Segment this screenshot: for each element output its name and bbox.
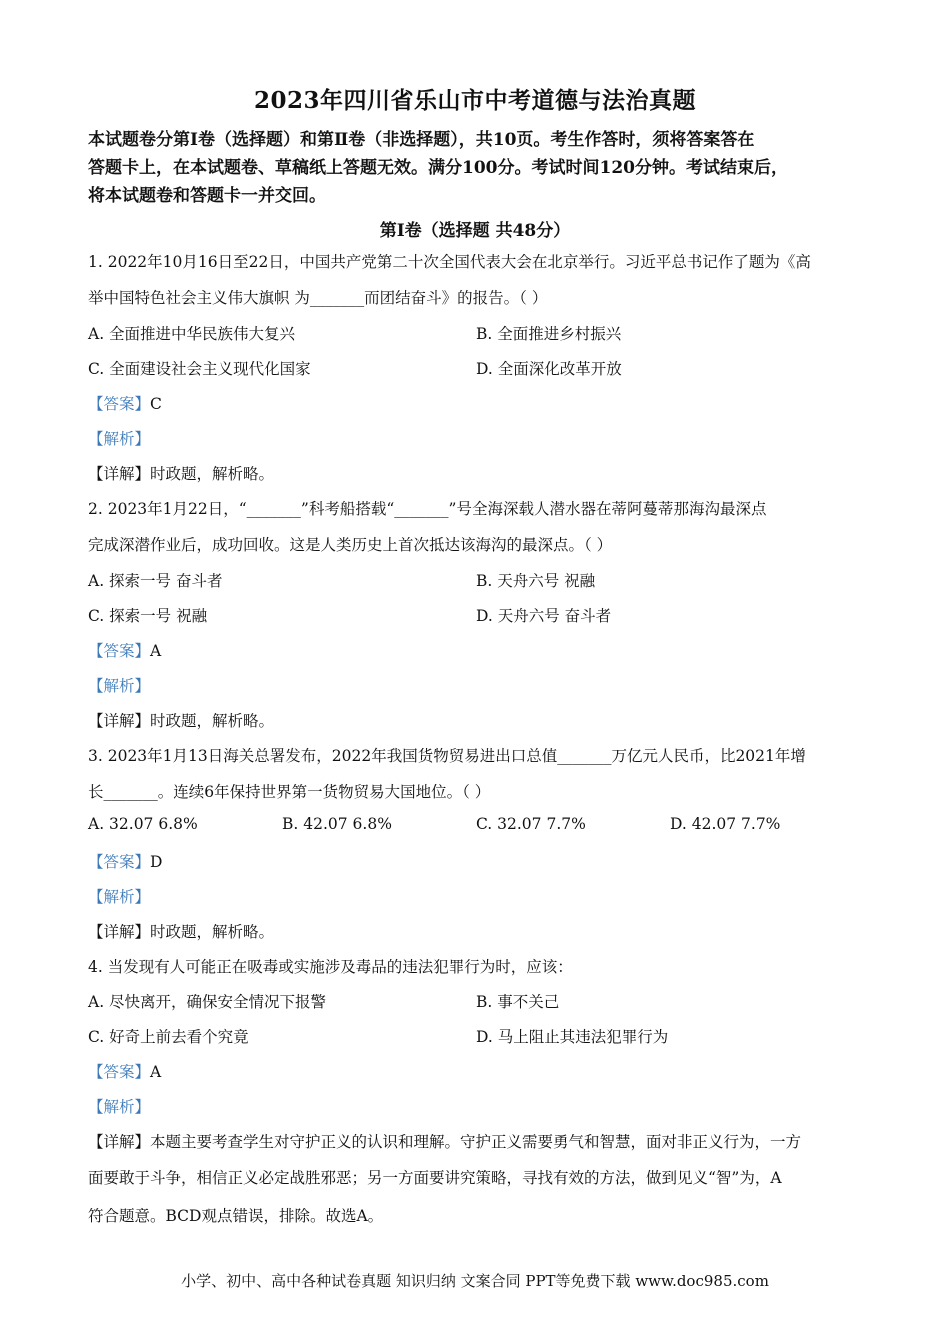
detail-text: 时政题，解析略。 (150, 923, 275, 941)
answer-label: 【答案】 (88, 1063, 151, 1081)
section-title: 第Ⅰ卷（选择题 共48分） (379, 221, 571, 241)
q1-answer (88, 392, 162, 414)
answer-label: 【答案】 (88, 853, 151, 871)
intro-line: 本试题卷分第Ⅰ卷（选择题）和第Ⅱ卷（非选择题），共10页。考生作答时，须将答案答在 (88, 130, 755, 150)
q4-option-c: C. 好奇上前去看个究竟 (88, 1028, 249, 1046)
q4-detail-line3: 符合题意。BCD观点错误，排除。故选A。 (88, 1207, 384, 1225)
q2-option-a: A. 探索一号 奋斗者 (88, 572, 223, 590)
q3-stem-line1: 3. 2023年1月13日海关总署发布，2022年我国货物贸易进出口总值_______万亿元人民币，比2021年增 (88, 747, 806, 765)
answer-value: C (150, 395, 162, 413)
q3-option-b: B. 42.07 6.8% (282, 815, 392, 833)
analysis-label: 【解析】 (88, 677, 151, 695)
answer-value: A (150, 642, 162, 660)
detail-text: 时政题，解析略。 (150, 465, 275, 483)
q4-option-d: D. 马上阻止其违法犯罪行为 (476, 1028, 669, 1046)
intro-line: 将本试题卷和答题卡一并交回。 (88, 186, 326, 206)
q3-analysis (88, 885, 150, 907)
q3-option-c: C. 32.07 7.7% (476, 815, 586, 833)
answer-value: D (150, 853, 163, 871)
q4-analysis (88, 1095, 150, 1117)
q1-option-d: D. 全面深化改革开放 (476, 360, 622, 378)
q3-answer (88, 850, 162, 872)
analysis-label: 【解析】 (88, 1098, 151, 1116)
q2-analysis (88, 674, 150, 696)
analysis-label: 【解析】 (88, 888, 151, 906)
q1-stem-line2: 举中国特色社会主义伟大旗帜 为_______而团结奋斗》的报告。（ ） (88, 289, 548, 307)
intro-text (88, 126, 868, 210)
detail-text: 本题主要考查学生对守护正义的认识和理解。守护正义需要勇气和智慧，面对非正义行为，一方 (150, 1133, 802, 1151)
q2-stem-line1: 2. 2023年1月22日，“_______”科考船搭载“_______”号全海深载人潜水器在蒂阿蔓蒂那海沟最深点 (88, 500, 767, 518)
intro-line: 答题卡上，在本试题卷、草稿纸上答题无效。满分100分。考试时间120分钟。考试结束后， (88, 158, 788, 178)
q1-stem-line1: 1. 2022年10月16日至22日，中国共产党第二十次全国代表大会在北京举行。习近平总书记作了题为《高 (88, 253, 811, 271)
answer-value: A (150, 1063, 162, 1081)
q1-option-b: B. 全面推进乡村振兴 (476, 325, 622, 343)
detail-label: 【详解】 (88, 465, 151, 483)
q4-answer (88, 1060, 161, 1082)
q2-detail (88, 709, 274, 731)
q3-detail (88, 920, 274, 942)
answer-label: 【答案】 (88, 395, 151, 413)
detail-text: 时政题，解析略。 (150, 712, 275, 730)
q2-answer (88, 639, 161, 661)
q4-detail-line2: 面要敢于斗争，相信正义必定战胜邪恶；另一方面要讲究策略，寻找有效的方法，做到见义“智”为，A (88, 1169, 782, 1187)
q1-detail (88, 462, 274, 484)
q4-detail-line1 (88, 1130, 801, 1152)
analysis-label: 【解析】 (88, 430, 151, 448)
q4-option-b: B. 事不关己 (476, 993, 560, 1011)
detail-label: 【详解】 (88, 712, 151, 730)
q1-option-a: A. 全面推进中华民族伟大复兴 (88, 325, 296, 343)
q2-stem-line2: 完成深潜作业后，成功回收。这是人类历史上首次抵达该海沟的最深点。（ ） (88, 536, 613, 554)
q1-option-c: C. 全面建设社会主义现代化国家 (88, 360, 311, 378)
q3-stem-line2: 长_______。连续6年保持世界第一货物贸易大国地位。（ ） (88, 783, 491, 801)
q3-option-a: A. 32.07 6.8% (88, 815, 198, 833)
q4-stem-line1: 4. 当发现有人可能正在吸毒或实施涉及毒品的违法犯罪行为时，应该： (88, 958, 573, 976)
detail-label: 【详解】 (88, 1133, 151, 1151)
answer-label: 【答案】 (88, 642, 151, 660)
q2-option-c: C. 探索一号 祝融 (88, 607, 208, 625)
page-footer: 小学、初中、高中各种试卷真题 知识归纳 文案合同 PPT等免费下载 www.doc985.com (181, 1272, 769, 1290)
page-title: 2023年四川省乐山市中考道德与法治真题 (253, 87, 696, 114)
q1-analysis (88, 427, 150, 449)
detail-label: 【详解】 (88, 923, 151, 941)
q2-option-d: D. 天舟六号 奋斗者 (476, 607, 612, 625)
q4-option-a: A. 尽快离开，确保安全情况下报警 (88, 993, 327, 1011)
q3-option-d: D. 42.07 7.7% (670, 815, 781, 833)
q2-option-b: B. 天舟六号 祝融 (476, 572, 596, 590)
